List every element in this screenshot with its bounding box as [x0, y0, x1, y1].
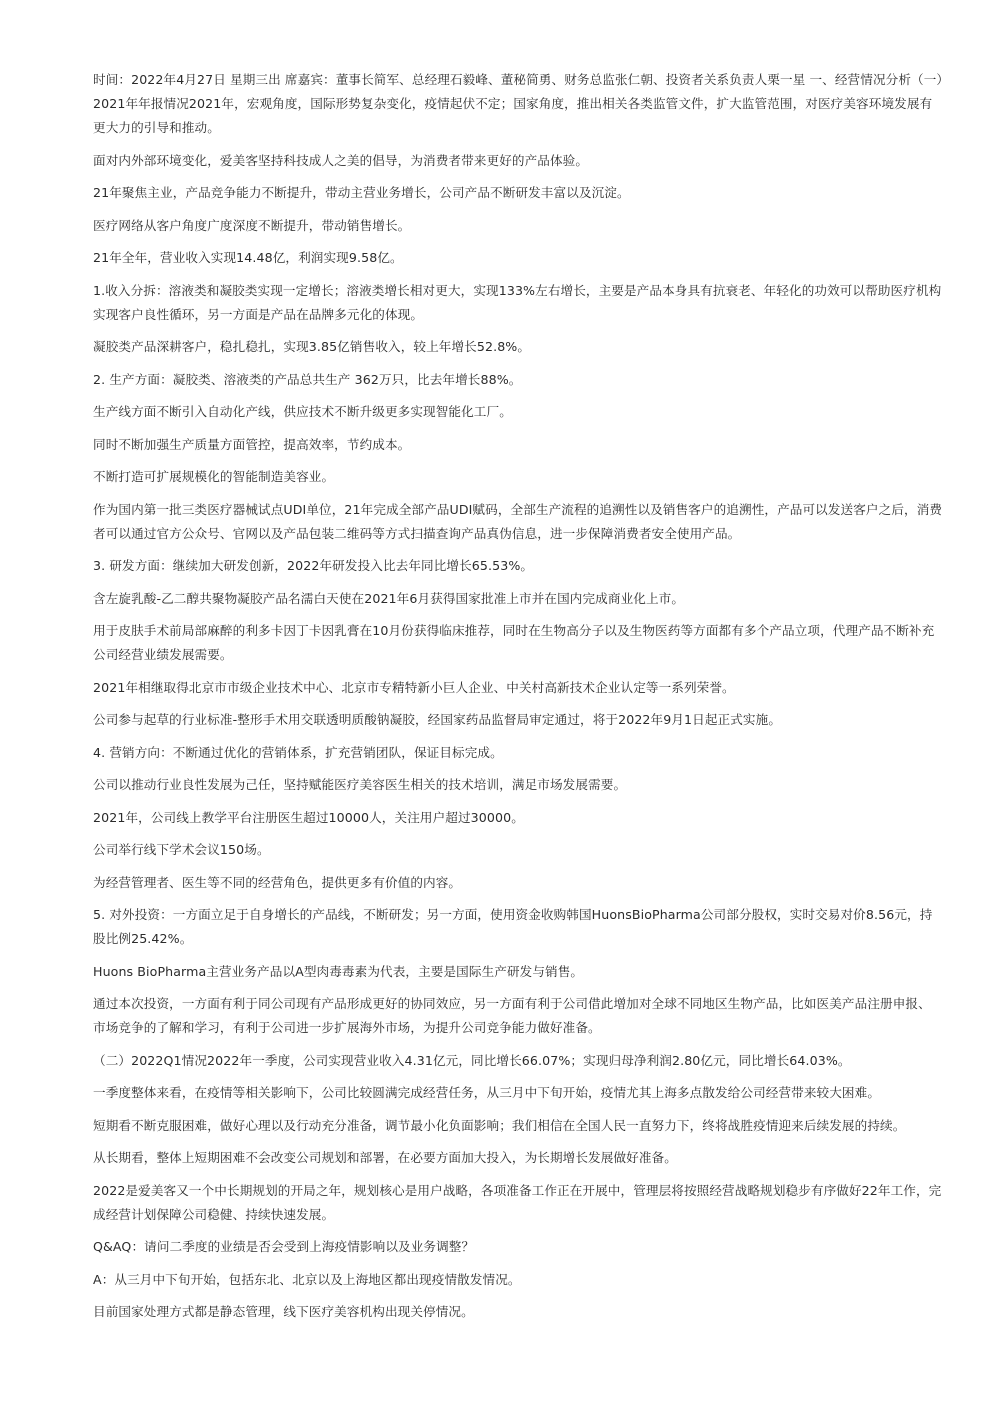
- paragraph: 短期看不断克服困难，做好心理以及行动充分准备，调节最小化负面影响；我们相信在全国人民一直努力下，终将战胜疫情迎来后续发展的持续。: [93, 1117, 906, 1133]
- document-body: [93, 68, 943, 1333]
- paragraph: 公司参与起草的行业标准-整形手术用交联透明质酸钠凝胶，经国家药品监督局审定通过，将于2022年9月1日起正式实施。: [93, 712, 782, 727]
- paragraph: 同时不断加强生产质量方面管控，提高效率，节约成本。: [93, 436, 411, 452]
- paragraph: 通过本次投资，一方面有利于同公司现有产品形成更好的协同效应，另一方面有利于公司借此增加对全球不同地区生物产品，比如医美产品注册申报、市场竞争的了解和学习，有利于公司进一步扩展海外市场，为提升公司竞争能力做好准备。: [93, 996, 931, 1035]
- paragraph: 公司举行线下学术会议150场。: [93, 842, 270, 857]
- paragraph: 凝胶类产品深耕客户，稳扎稳扎，实现3.85亿销售收入，较上年增长52.8%。: [93, 339, 531, 354]
- paragraph: 2021年相继取得北京市市级企业技术中心、北京市专精特新小巨人企业、中关村高新技术企业认定等一系列荣誉。: [93, 679, 735, 695]
- paragraph: 医疗网络从客户角度广度深度不断提升，带动销售增长。: [93, 217, 411, 233]
- paragraph-question: Q&AQ：请问二季度的业绩是否会受到上海疫情影响以及业务调整？: [93, 1239, 475, 1254]
- paragraph-production: 2. 生产方面：凝胶类、溶液类的产品总共生产 362万只，比去年增长88%。: [93, 371, 522, 387]
- paragraph-investment: 5. 对外投资：一方面立足于自身增长的产品线，不断研发；另一方面，使用资金收购韩国HuonsBioPharma公司部分股权，实时交易对价8.56元，持股比例25.42%。: [93, 907, 933, 946]
- paragraph-meeting-info: 时间：2022年4月27日 星期三出 席嘉宾：董事长简军、总经理石毅峰、董秘简勇、财务总监张仁朝、投资者关系负责人栗一星 一、经营情况分析（一）2021年年报情况2021年，宏观角度，国际形势复杂变化，疫情起伏不定；国家角度，推出相关各类监管文件，扩大监管范围，对医疗美容环境发展有更大力的引导和推动。: [93, 72, 943, 135]
- paragraph: 21年全年，营业收入实现14.48亿，利润实现9.58亿。: [93, 250, 403, 265]
- paragraph: 作为国内第一批三类医疗器械试点UDI单位，21年完成全部产品UDI赋码，全部生产流程的追溯性以及销售客户的追溯性，产品可以发送客户之后，消费者可以通过官方公众号、官网以及产品包装二维码等方式扫描查询产品真伪信息，进一步保障消费者安全使用产品。: [93, 501, 943, 541]
- paragraph: 21年聚焦主业，产品竞争能力不断提升，带动主营业务增长，公司产品不断研发丰富以及沉淀。: [93, 185, 630, 200]
- paragraph: 用于皮肤手术前局部麻醉的利多卡因丁卡因乳膏在10月份获得临床推荐，同时在生物高分子以及生物医药等方面都有多个产品立项，代理产品不断补充公司经营业绩发展需要。: [93, 623, 935, 662]
- paragraph-revenue-split: 1.收入分拆：溶液类和凝胶类实现一定增长；溶液类增长相对更大，实现133%左右增长，主要是产品本身具有抗衰老、年轻化的功效可以帮助医疗机构实现客户良性循环，另一方面是产品在品牌多元化的体现。: [93, 282, 942, 322]
- paragraph: 一季度整体来看，在疫情等相关影响下，公司比较圆满完成经营任务，从三月中下旬开始，疫情尤其上海多点散发给公司经营带来较大困难。: [93, 1085, 881, 1100]
- paragraph: 面对内外部环境变化，爱美客坚持科技成人之美的倡导，为消费者带来更好的产品体验。: [93, 152, 589, 168]
- paragraph-answer: A：从三月中下旬开始，包括东北、北京以及上海地区都出现疫情散发情况。: [93, 1271, 521, 1287]
- paragraph: 为经营管理者、医生等不同的经营角色，提供更多有价值的内容。: [93, 874, 462, 890]
- paragraph: 从长期看，整体上短期困难不会改变公司规划和部署，在必要方面加大投入，为长期增长发展做好准备。: [93, 1150, 677, 1165]
- paragraph: Huons BioPharma主营业务产品以A型肉毒毒素为代表，主要是国际生产研发与销售。: [93, 963, 584, 979]
- paragraph: 目前国家处理方式都是静态管理，线下医疗美容机构出现关停情况。: [93, 1304, 474, 1319]
- paragraph-marketing: 4. 营销方向：不断通过优化的营销体系，扩充营销团队，保证目标完成。: [93, 744, 503, 760]
- paragraph: 生产线方面不断引入自动化产线，供应技术不断升级更多实现智能化工厂。: [93, 404, 512, 419]
- paragraph-q1-summary: （二）2022Q1情况2022年一季度，公司实现营业收入4.31亿元，同比增长66.07%；实现归母净利润2.80亿元，同比增长64.03%。: [93, 1052, 851, 1068]
- paragraph-rnd: 3. 研发方面：继续加大研发创新，2022年研发投入比去年同比增长65.53%。: [93, 558, 534, 573]
- paragraph: 2022是爱美客又一个中长期规划的开局之年，规划核心是用户战略，各项准备工作正在开展中，管理层将按照经营战略规划稳步有序做好22年工作，完成经营计划保障公司稳健、持续快速发展。: [93, 1182, 942, 1222]
- paragraph: 2021年，公司线上教学平台注册医生超过10000人，关注用户超过30000。: [93, 809, 524, 825]
- paragraph: 含左旋乳酸-乙二醇共聚物凝胶产品名濡白天使在2021年6月获得国家批准上市并在国内完成商业化上市。: [93, 590, 685, 606]
- paragraph: 公司以推动行业良性发展为己任，坚持赋能医疗美容医生相关的技术培训，满足市场发展需要。: [93, 777, 627, 792]
- paragraph: 不断打造可扩展规模化的智能制造美容业。: [93, 469, 335, 484]
